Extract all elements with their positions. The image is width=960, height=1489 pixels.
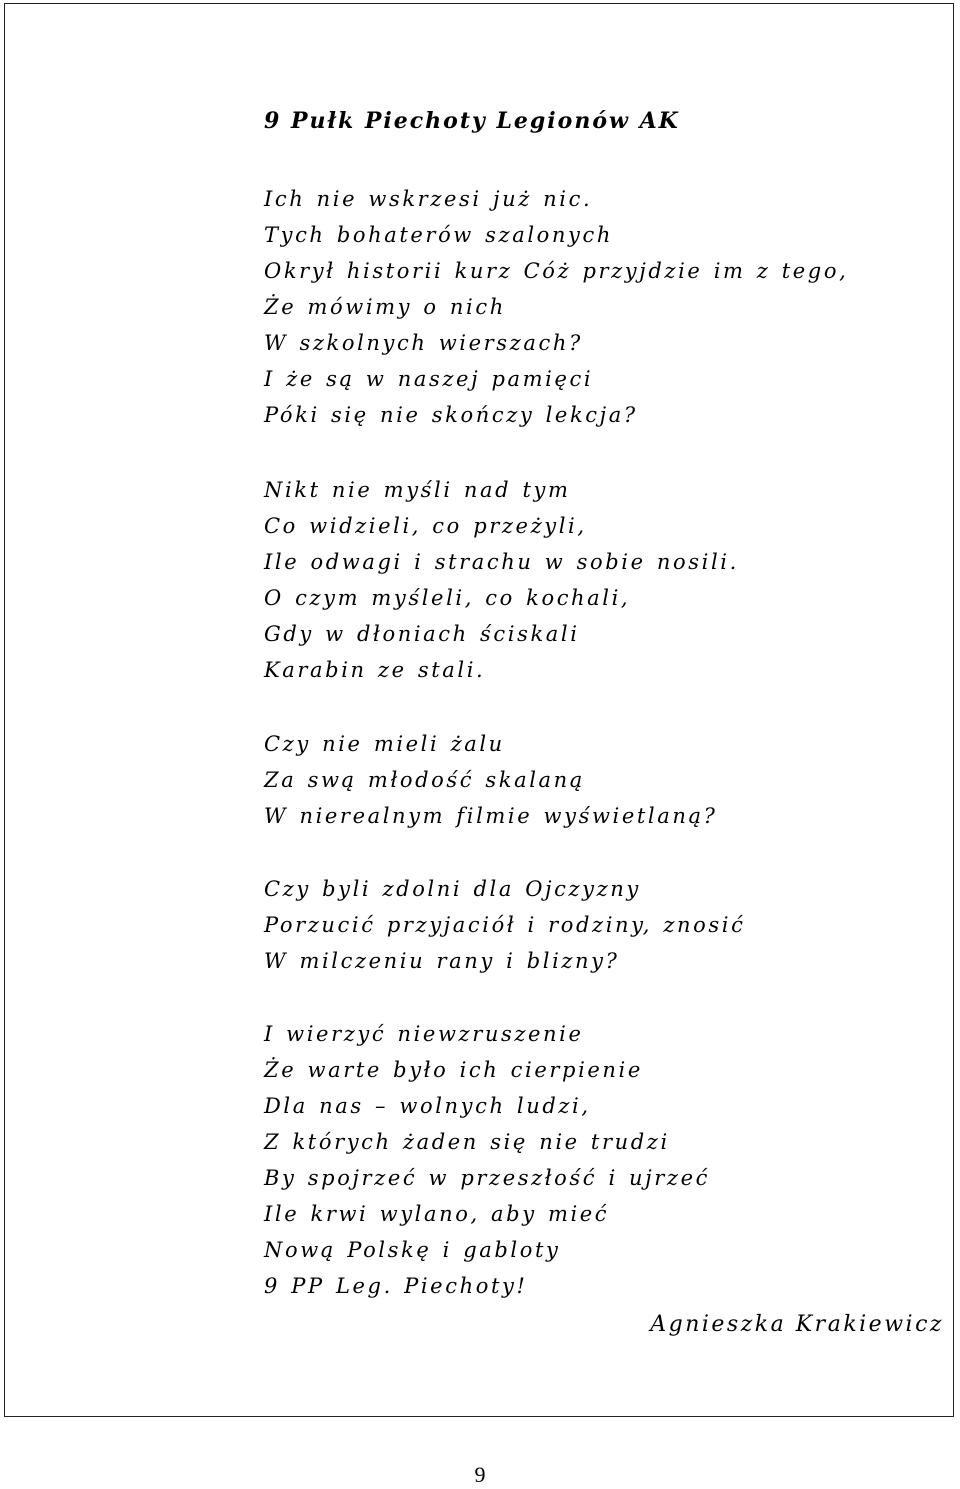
poem-line: W nierealnym filmie wyświetlaną? [264,804,718,828]
poem-line: I wierzyć niewzruszenie [264,1022,584,1046]
poem-line: Nową Polskę i gabloty [264,1238,561,1262]
poem-line: W szkolnych wierszach? [264,331,583,355]
poem-line: By spojrzeć w przeszłość i ujrzeć [264,1166,710,1190]
poem-line: Czy nie mieli żalu [264,732,505,756]
author-signature: Agnieszka Krakiewicz [650,1312,944,1337]
poem-line: Że mówimy o nich [264,295,506,319]
poem-line: Ile odwagi i strachu w sobie nosili. [264,550,739,574]
poem-line: Ich nie wskrzesi już nic. [264,187,593,211]
poem-line: 9 PP Leg. Piechoty! [264,1274,528,1298]
poem-line: Karabin ze stali. [264,658,486,682]
poem-line: O czym myśleli, co kochali, [264,586,631,610]
stanza [264,726,717,834]
stanza [264,472,739,688]
poem-line: Tych bohaterów szalonych [264,223,613,247]
poem-line: Że warte było ich cierpienie [264,1058,643,1082]
poem-line: Co widzieli, co przeżyli, [264,514,587,538]
poem-line: Porzucić przyjaciół i rodziny, znosić [264,913,746,937]
poem-line: Gdy w dłoniach ściskali [264,622,580,646]
poem-line: Okrył historii kurz Cóż przyjdzie im z tego, [264,259,849,283]
poem-line: Nikt nie myśli nad tym [264,478,571,502]
poem-line: I że są w naszej pamięci [264,367,594,391]
poem-line: W milczeniu rany i blizny? [264,949,620,973]
stanza [264,1016,710,1304]
poem-line: Póki się nie skończy lekcja? [264,403,638,427]
poem-line: Czy byli zdolni dla Ojczyzny [264,877,641,901]
poem-line: Dla nas – wolnych ludzi, [264,1094,591,1118]
stanza [264,181,848,433]
poem-line: Za swą młodość skalaną [264,768,585,792]
page-number: 9 [474,1462,486,1487]
poem-title: 9 Pułk Piechoty Legionów AK [264,108,680,134]
poem-line: Ile krwi wylano, aby mieć [264,1202,610,1226]
poem-line: Z których żaden się nie trudzi [264,1130,670,1154]
stanza [264,871,745,979]
